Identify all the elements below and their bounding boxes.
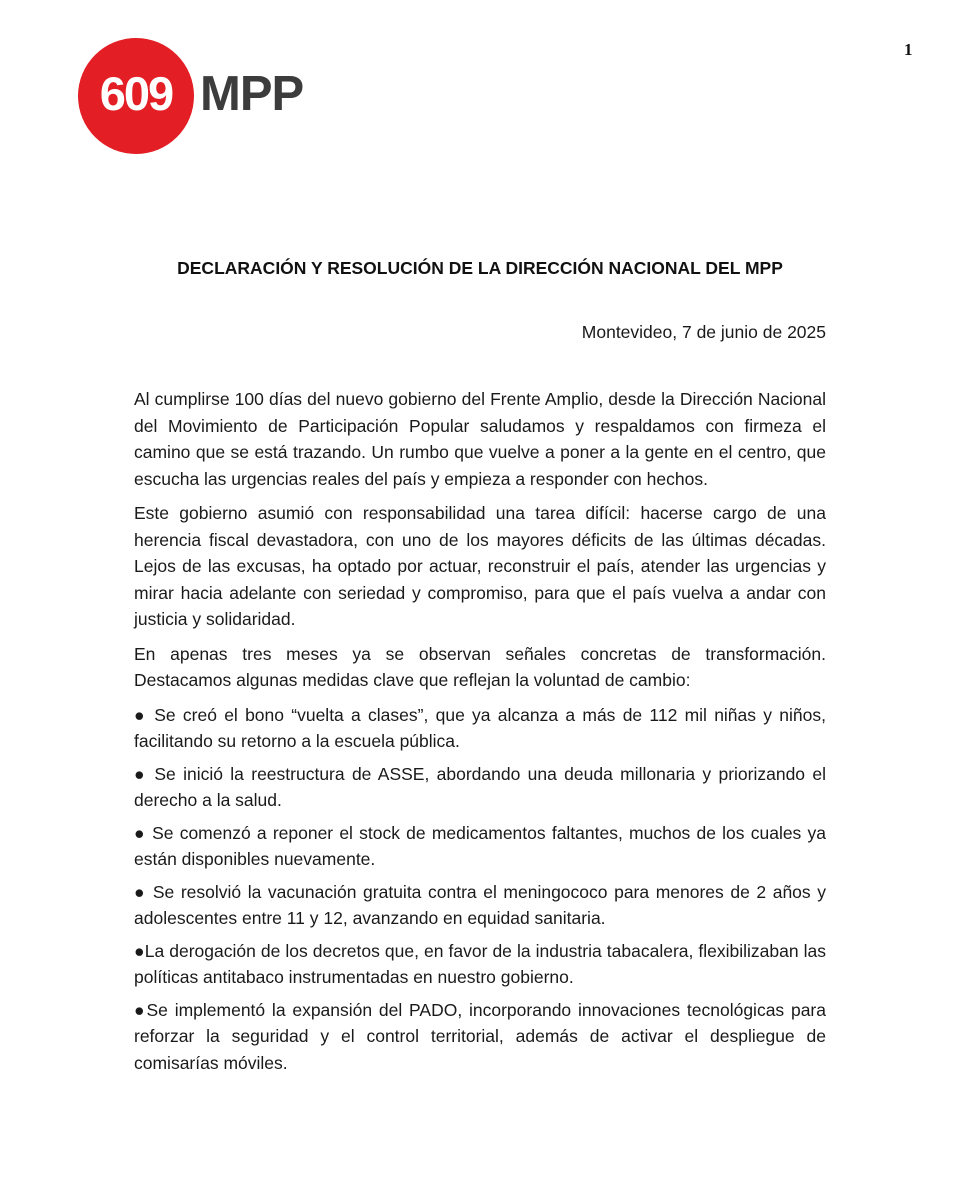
paragraph-context: Este gobierno asumió con responsabilidad una tarea difícil: hacerse cargo de una herencia fiscal devastadora, con uno de los mayores déficits de las últimas décadas. Lejos de las excusas, ha optado por actuar, reconstruir el país, atender las urgencias y mirar hacia adelante con seriedad y compromiso, para que el país vuelva a andar con justicia y solidaridad. bbox=[134, 503, 826, 629]
bullet-item: ● Se creó el bono “vuelta a clases”, que ya alcanza a más de 112 mil niñas y niños, facilitando su retorno a la escuela pública. bbox=[134, 704, 826, 751]
document-body bbox=[134, 386, 826, 1082]
bullet-item: ● Se resolvió la vacunación gratuita contra el meningococo para menores de 2 años y adolescentes entre 11 y 12, avanzando en equidad sanitaria. bbox=[134, 881, 826, 928]
bullet-item: ● Se comenzó a reponer el stock de medicamentos faltantes, muchos de los cuales ya están disponibles nuevamente. bbox=[134, 822, 826, 869]
bullet-item: ●La derogación de los decretos que, en favor de la industria tabacalera, flexibilizaban las políticas antitabaco instrumentadas en nuestro gobierno. bbox=[134, 940, 826, 987]
paragraph-measures-intro: En apenas tres meses ya se observan señales concretas de transformación. Destacamos algunas medidas clave que reflejan la voluntad de cambio: bbox=[134, 643, 826, 690]
paragraph-intro: Al cumplirse 100 días del nuevo gobierno del Frente Amplio, desde la Dirección Nacional del Movimiento de Participación Popular saludamos y respaldamos con firmeza el camino que se está trazando. Un rumbo que vuelve a poner a la gente en el centro, que escucha las urgencias reales del país y empieza a responder con hechos. bbox=[134, 389, 826, 489]
mpp-logo bbox=[78, 38, 338, 156]
logo-number: 609 bbox=[99, 67, 173, 120]
bullet-item: ● Se inició la reestructura de ASSE, abordando una deuda millonaria y priorizando el derecho a la salud. bbox=[134, 763, 826, 810]
page-number: 1 bbox=[904, 40, 913, 59]
bullet-item: ●Se implementó la expansión del PADO, incorporando innovaciones tecnológicas para reforzar la seguridad y el control territorial, además de activar el despliegue de comisarías móviles. bbox=[134, 999, 826, 1073]
logo-text: MPP bbox=[200, 67, 304, 121]
document-date: Montevideo, 7 de junio de 2025 bbox=[581, 322, 826, 342]
document-title: DECLARACIÓN Y RESOLUCIÓN DE LA DIRECCIÓN NACIONAL DEL MPP bbox=[177, 258, 783, 278]
